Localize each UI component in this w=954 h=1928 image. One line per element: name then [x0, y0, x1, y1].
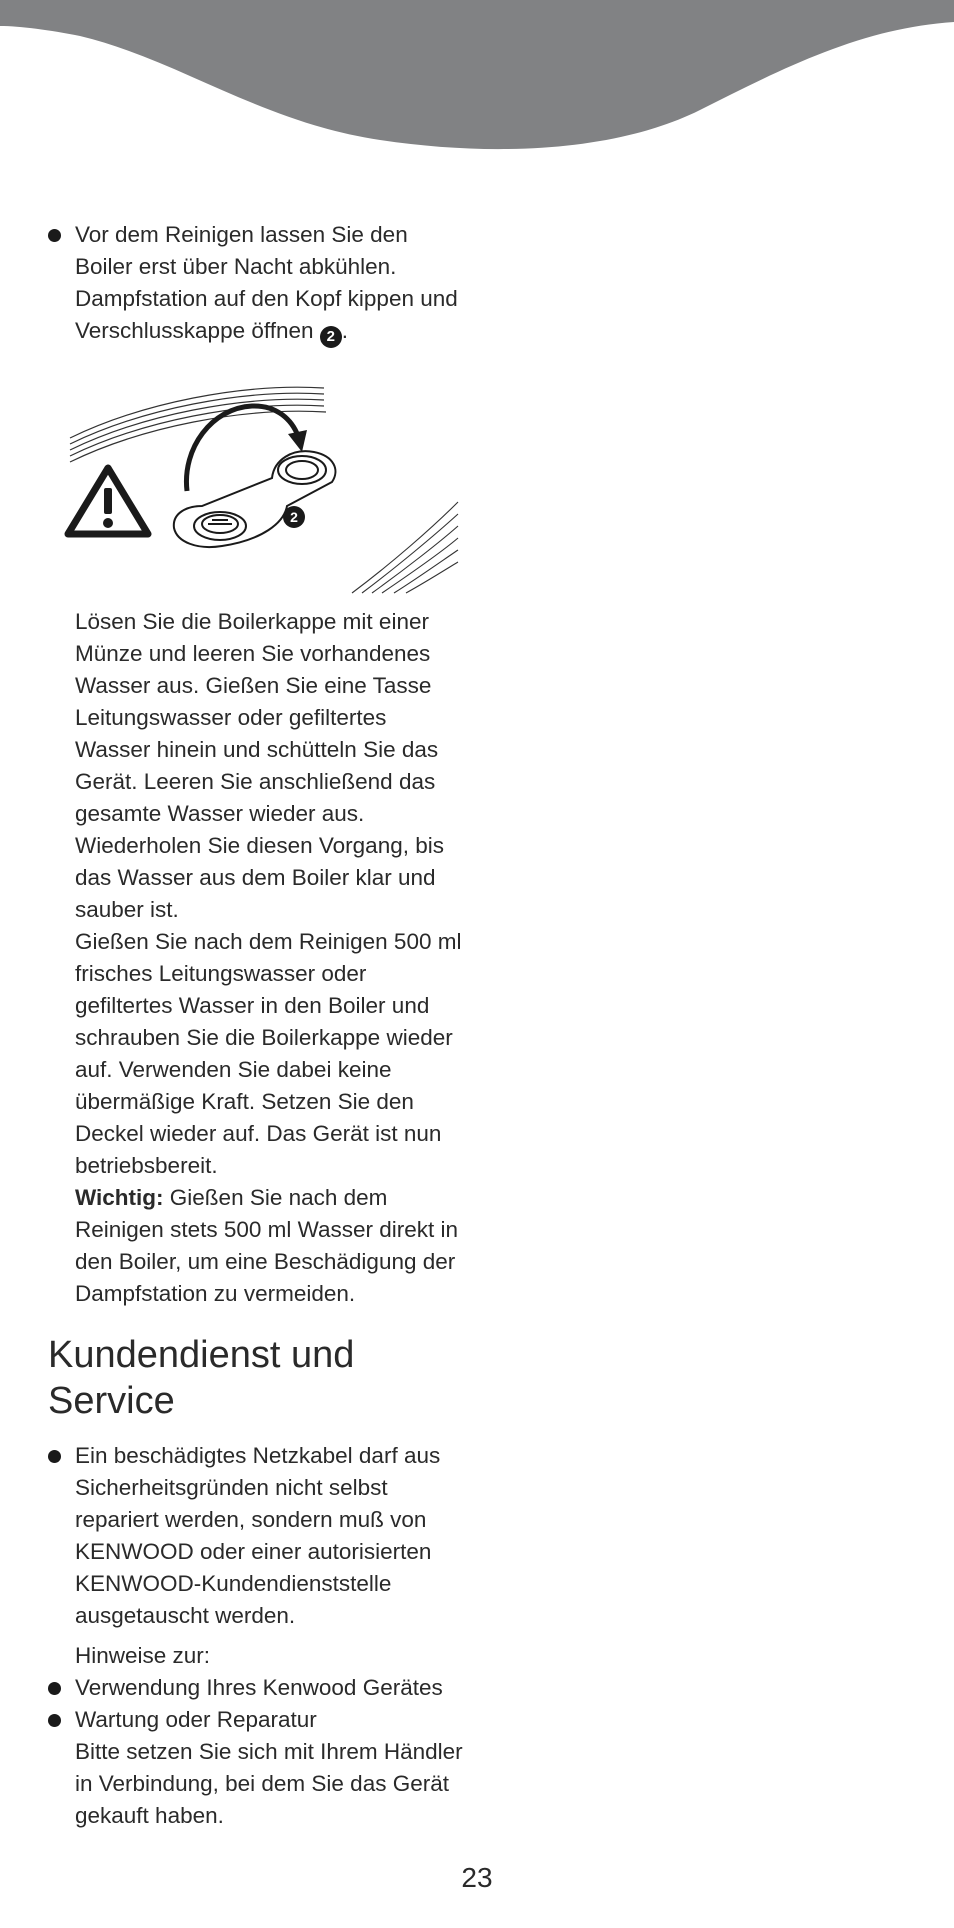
- body-section: [48, 606, 468, 1310]
- service-section: [48, 1332, 468, 1832]
- figure-ref-badge: 2: [320, 326, 342, 348]
- service-heading: [48, 1332, 468, 1424]
- dealer-contact-text: Bitte setzen Sie sich mit Ihrem Händler in Verbindung, bei dem Sie das Gerät gekauft haben.: [75, 1739, 463, 1828]
- usage-bullet: Verwendung Ihres Kenwood Gerätes: [48, 1672, 468, 1704]
- boiler-cap-illustration: [62, 378, 462, 598]
- figure-number-label: 2: [290, 509, 298, 525]
- cleaning-bullet-text: Vor dem Reinigen lassen Sie den Boiler erst über Nacht abkühlen. Dampfstation auf den Kopf kippen und Verschlusskappe öffnen: [75, 222, 458, 343]
- appliance-hatch-lines: [352, 502, 458, 593]
- cleaning-bullet: [48, 219, 468, 348]
- important-note: [48, 1182, 468, 1310]
- maintenance-bullet: Wartung oder Reparatur: [48, 1704, 468, 1736]
- service-heading-line1: Kundendienst und: [48, 1334, 355, 1376]
- power-cord-bullet: Ein beschädigtes Netzkabel darf aus Sicherheitsgründen nicht selbst repariert werden, sondern muß von KENWOOD oder einer autorisierten KENWOOD-Kundendienststelle ausgetauscht werden.: [48, 1440, 468, 1632]
- boiler-cap-icon: [174, 451, 336, 547]
- important-label: Wichtig:: [75, 1185, 164, 1210]
- warning-icon: [68, 468, 148, 534]
- important-text: Gießen Sie nach dem Reinigen stets 500 ml Wasser direkt in den Boiler, um eine Beschädigung der Dampfstation zu vermeiden.: [75, 1185, 459, 1306]
- hints-label: Hinweise zur:: [75, 1643, 211, 1668]
- refill-paragraph: Gießen Sie nach dem Reinigen 500 ml frisches Leitungswasser oder gefiltertes Wasser in den Boiler und schrauben Sie die Boilerkappe wieder auf. Verwenden Sie dabei keine übermäßige Kraft. Setzen Sie den Deckel wieder auf. Das Gerät ist nun betriebsbereit.: [75, 929, 462, 1178]
- rinse-paragraph: Lösen Sie die Boilerkappe mit einer Münze und leeren Sie vorhandenes Wasser aus. Gießen Sie eine Tasse Leitungswasser oder gefiltertes Wasser hinein und schütteln Sie das Gerät. Leeren Sie anschließend das gesamte Wasser wieder aus. Wiederholen Sie diesen Vorgang, bis das Wasser aus dem Boiler klar und sauber ist.: [75, 609, 444, 922]
- page-number: 23: [461, 1862, 493, 1893]
- service-heading-line2: Service: [48, 1380, 175, 1422]
- header-wave-band: [0, 0, 954, 160]
- appliance-edge-lines: [70, 387, 326, 462]
- cleaning-bullet-end: .: [341, 318, 349, 343]
- intro-section: [48, 219, 468, 348]
